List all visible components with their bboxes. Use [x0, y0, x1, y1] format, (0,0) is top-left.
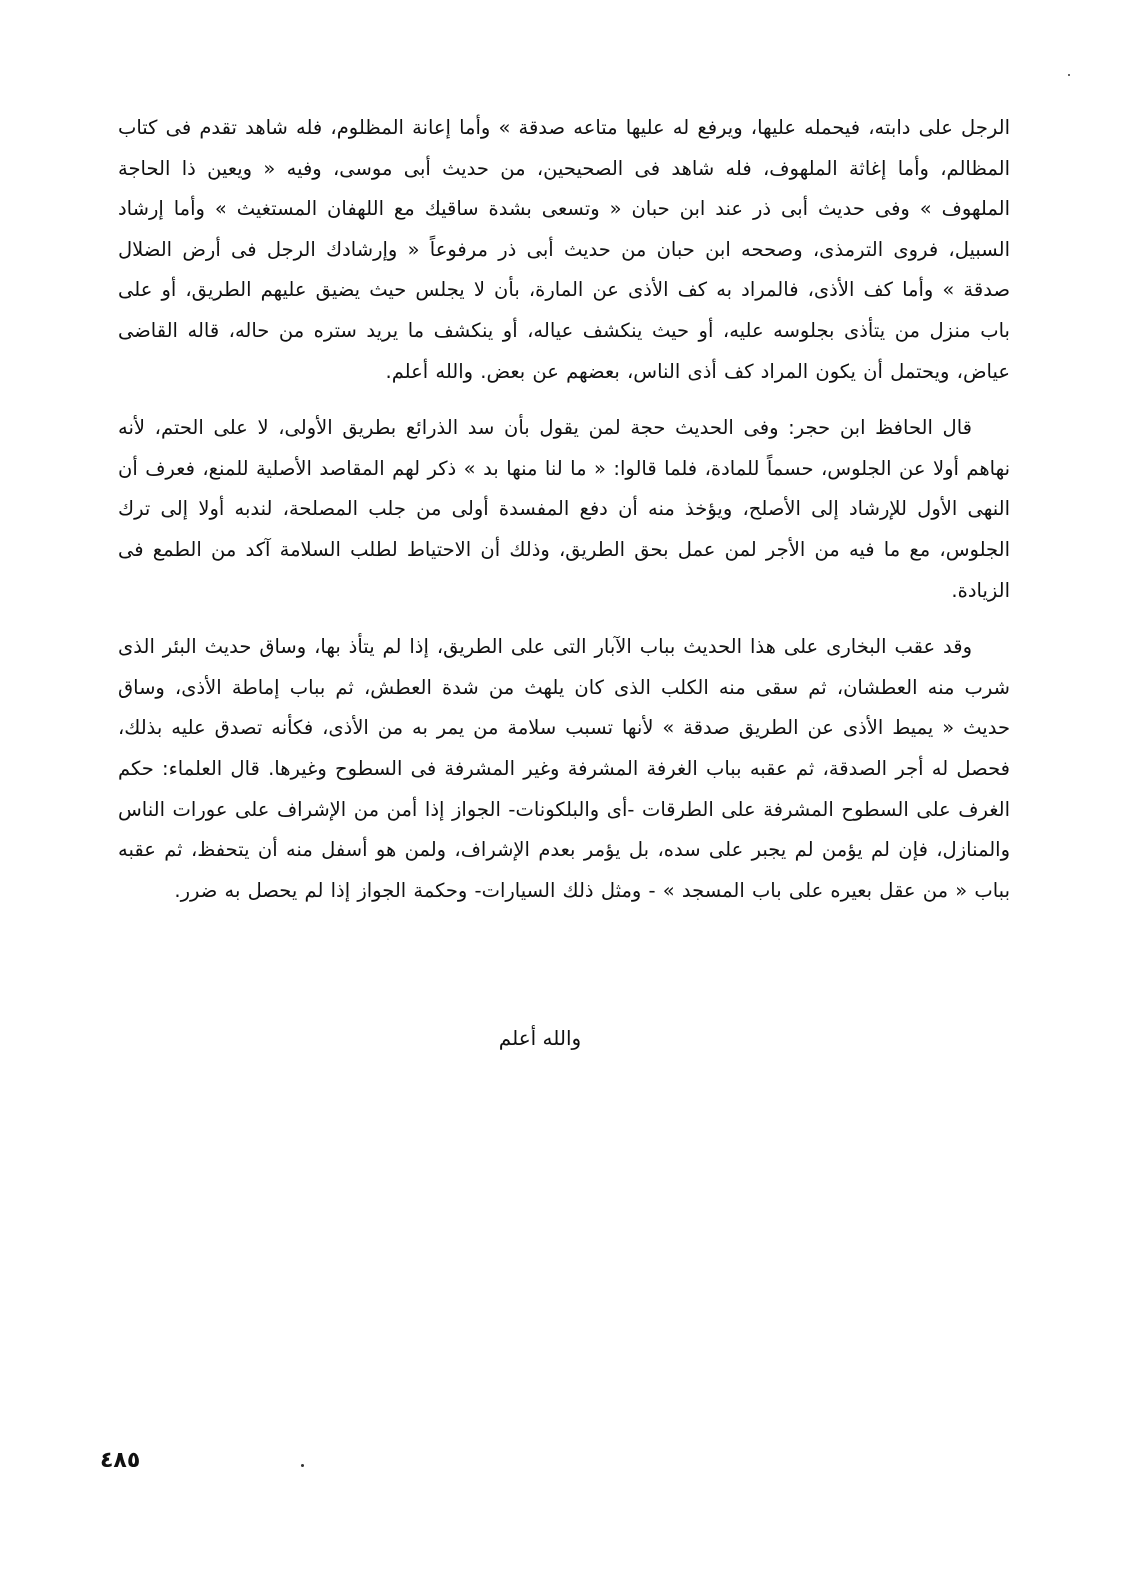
scan-speck — [301, 1464, 304, 1467]
scan-speck — [1068, 74, 1070, 76]
body-text — [118, 108, 1010, 911]
paragraph-3: وقد عقب البخارى على هذا الحديث بباب الآبار التى على الطريق، إذا لم يتأذ بها، وساق حديث البئر الذى شرب منه العطشان، ثم سقى منه الكلب الذى كان يلهث من شدة العطش، ثم بباب إماطة الأذى، وساق حديث « يميط الأذى عن الطريق صدقة » لأنها تسبب سلامة من يمر به من الأذى، فكأنه تصدق عليه بذلك، فحصل له أجر الصدقة، ثم عقبه بباب الغرفة المشرفة وغير المشرفة فى السطوح وغيرها. قال العلماء: حكم الغرف على السطوح المشرفة على الطرقات -أى والبلكونات- الجواز إذا أمن من الإشراف على عورات الناس والمنازل، فإن لم يؤمن لم يجبر على سده، بل يؤمر بعدم الإشراف، ولمن هو أسفل منه أن يتحفظ، ثم عقبه بباب « من عقل بعيره على باب المسجد » - ومثل ذلك السيارات- وحكمة الجواز إذا لم يحصل به ضرر. — [118, 635, 1010, 902]
closing-phrase: والله أعلم — [498, 1026, 582, 1050]
paragraph-2: قال الحافظ ابن حجر: وفى الحديث حجة لمن يقول بأن سد الذرائع بطريق الأولى، لا على الحتم، لأنه نهاهم أولا عن الجلوس، حسماً للمادة، فلما قالوا: « ما لنا منها بد » ذكر لهم المقاصد الأصلية للمنع، فعرف أن النهى الأول للإرشاد إلى الأصلح، ويؤخذ منه أن دفع المفسدة أولى من جلب المصلحة، لندبه أولا إلى ترك الجلوس، مع ما فيه من الأجر لمن عمل بحق الطريق، وذلك أن الاحتياط لطلب السلامة آكد من الطمع فى الزيادة. — [118, 416, 1010, 602]
paragraph-1: الرجل على دابته، فيحمله عليها، ويرفع له عليها متاعه صدقة » وأما إعانة المظلوم، فله شاهد تقدم فى كتاب المظالم، وأما إغاثة الملهوف، فله شاهد فى الصحيحين، من حديث أبى موسى، وفيه « ويعين ذا الحاجة الملهوف » وفى حديث أبى ذر عند ابن حبان « وتسعى بشدة ساقيك مع اللهفان المستغيث » وأما إرشاد السبيل، فروى الترمذى، وصححه ابن حبان من حديث أبى ذر مرفوعاً « وإرشادك الرجل فى أرض الضلال صدقة » وأما كف الأذى، فالمراد به كف الأذى عن المارة، بأن لا يجلس حيث يضيق عليهم الطريق، أو على باب منزل من يتأذى بجلوسه عليه، أو حيث ينكشف عياله، أو ينكشف ما يريد ستره من حاله، قاله القاضى عياض، ويحتمل أن يكون المراد كف أذى الناس، بعضهم عن بعض. والله أعلم. — [118, 116, 1010, 383]
page-number: ٤٨٥ — [100, 1448, 141, 1473]
